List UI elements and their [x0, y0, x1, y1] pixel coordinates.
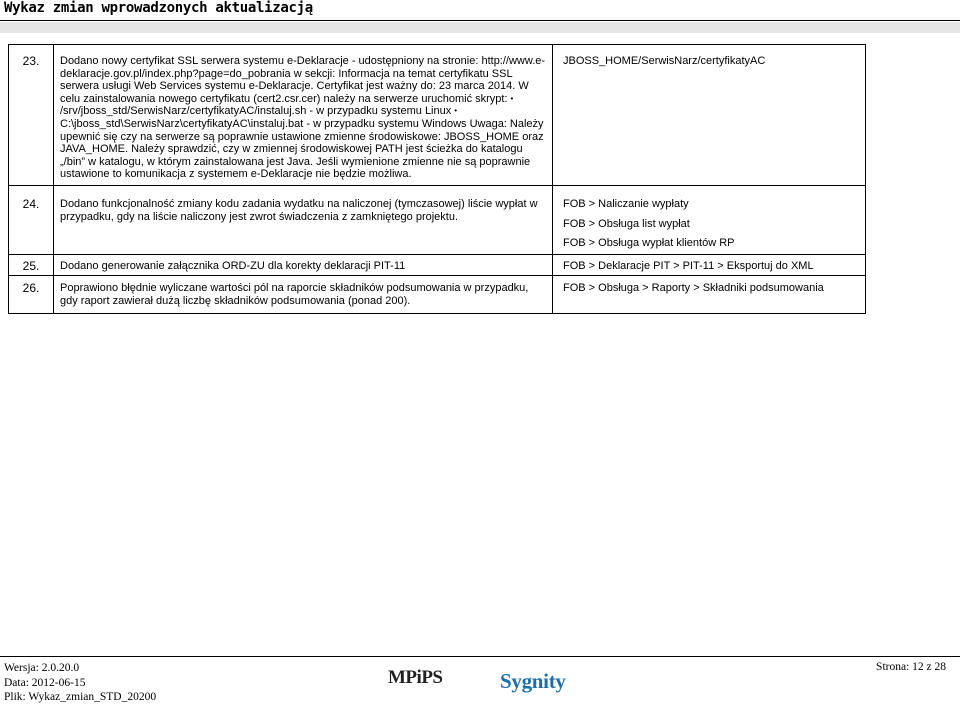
row-description	[54, 185, 553, 254]
description-text: C:\jboss_std\SerwisNarz\certyfikatyAC\instaluj.bat - w przypadku systemu Windows Uwaga: Należy upewnić się czy na serwerze są poprawnie ustawione zmienne środowiskowe: JBOSS_HOME oraz JAVA_HOME. Należy sprawdzić, czy w zmiennej środowiskowej PATH jest ścieżka do katalogu „/bin” w katalogu, w którym zainstalowana jest Java. Jeśli wymienione zmienne nie są poprawnie ustawione to komunikacja z systemem e-Deklaracje nie będzie możliwa.	[60, 117, 544, 181]
changes-table	[8, 44, 866, 314]
footer-file: Plik: Wykaz_zmian_STD_20200	[4, 691, 157, 703]
location-path: FOB > Naliczanie wypłaty	[563, 197, 689, 210]
page-footer	[0, 656, 960, 701]
description-text: Dodano generowanie załącznika ORD-ZU dla korekty deklaracji PIT-11	[60, 259, 406, 272]
row-description	[54, 276, 553, 313]
row-description	[54, 254, 553, 276]
row-number: 26.	[9, 276, 54, 313]
mpips-logo: MPiPS	[388, 667, 443, 688]
header-band	[0, 22, 960, 33]
bullet-icon: •	[510, 93, 514, 103]
description-text: /srv/jboss_std/SerwisNarz/certyfikatyAC/instaluj.sh - w przypadku systemu Linux	[60, 105, 452, 118]
footer-page-number: Strona: 12 z 28	[876, 661, 946, 673]
row-number: 24.	[9, 185, 54, 254]
row-location	[553, 276, 866, 313]
page-header	[0, 0, 960, 21]
description-text: Dodano nowy certyfikat SSL serwera systemu e-Deklaracje - udostępniony na stronie: http://www.e-deklaracje.gov.pl/index.php?page=do_pobrania w sekcji: Informacja na temat certyfikatu SSL serwera usługi Web Services systemu e-Deklaracje. Certyfikat jest ważny do: 23 marca 2014. W celu zainstalowania nowego certyfikatu (cert2.csr.cer) należy na serwerze uruchomić skrypt:	[60, 55, 546, 105]
table-row	[9, 254, 866, 276]
table-row	[9, 45, 866, 186]
sygnity-logo: Sygnity	[500, 669, 566, 693]
footer-version: Wersja: 2.0.20.0	[4, 662, 80, 674]
row-location	[553, 185, 866, 254]
row-location	[553, 254, 866, 276]
row-location	[553, 45, 866, 186]
location-path: FOB > Deklaracje PIT > PIT-11 > Eksportuj do XML	[563, 259, 814, 272]
location-path: FOB > Obsługa list wypłat	[563, 217, 690, 230]
row-number: 25.	[9, 254, 54, 276]
row-description	[54, 45, 553, 186]
table-row	[9, 276, 866, 313]
table-row	[9, 185, 866, 254]
description-text: Poprawiono błędnie wyliczane wartości pól na raporcie składników podsumowania w przypadku, gdy raport zawierał dużą liczbę składników podsumowania (ponad 200).	[60, 282, 529, 307]
location-path: FOB > Obsługa > Raporty > Składniki podsumowania	[563, 282, 824, 295]
page-title: Wykaz zmian wprowadzonych aktualizacją	[4, 0, 313, 16]
footer-date: Data: 2012-06-15	[4, 676, 86, 689]
footer-meta	[4, 661, 156, 705]
bullet-icon: •	[454, 106, 458, 116]
description-text: Dodano funkcjonalność zmiany kodu zadania wydatku na naliczonej (tymczasowej) liście wypłat w przypadku, gdy na liście naliczony jest zwrot świadczenia z zamkniętego projektu.	[60, 197, 538, 223]
row-number: 23.	[9, 45, 54, 186]
location-path: JBOSS_HOME/SerwisNarz/certyfikatyAC	[563, 55, 766, 67]
location-path: FOB > Obsługa wypłat klientów RP	[563, 237, 735, 250]
